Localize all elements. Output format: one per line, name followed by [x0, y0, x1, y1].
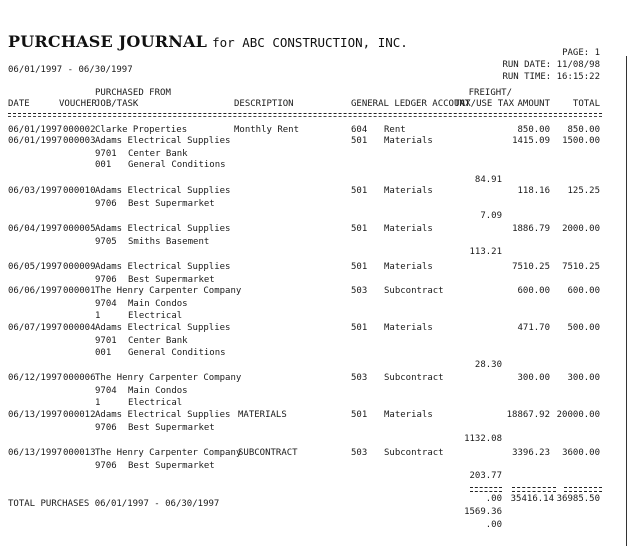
entry-task-name: General Conditions [128, 348, 226, 358]
entry-job-name: Best Supermarket [128, 199, 215, 209]
entry-total: 7510.25 [562, 262, 600, 272]
entry-description: SUBCONTRACT [238, 448, 298, 458]
entry-vendor: Adams Electrical Supplies [95, 224, 231, 234]
entry-gl-account: Materials [384, 410, 433, 420]
col-description: DESCRIPTION [234, 99, 294, 109]
entry-job-name: Best Supermarket [128, 423, 215, 433]
col-voucher: VOUCHER [59, 99, 97, 109]
totals-freight: .00 [485, 494, 502, 504]
entry-vendor: The Henry Carpenter Company [95, 448, 242, 458]
report-title-company: for ABC CONSTRUCTION, INC. [212, 35, 408, 50]
entry-vendor: Adams Electrical Supplies [95, 410, 231, 420]
entry-job-code: 9706 [95, 275, 117, 285]
entry-total: 850.00 [567, 125, 600, 135]
entry-job-name: Smiths Basement [128, 237, 210, 247]
entry-amount: 471.70 [517, 323, 550, 333]
entry-vendor: Adams Electrical Supplies [95, 186, 231, 196]
entry-amount: 1886.79 [512, 224, 550, 234]
entry-gl-number: 501 [351, 410, 368, 420]
entry-voucher: 000002 [63, 125, 96, 135]
entry-voucher: 000004 [63, 323, 96, 333]
entry-tax: 203.77 [469, 471, 502, 481]
entry-vendor: Adams Electrical Supplies [95, 262, 231, 272]
totals-amount: 35416.14 [510, 494, 554, 504]
entry-job-code: 9704 [95, 386, 117, 396]
entry-amount: 18867.92 [506, 410, 550, 420]
entry-date: 06/12/1997 [8, 373, 63, 383]
entry-amount: 118.16 [517, 186, 550, 196]
entry-voucher: 000001 [63, 286, 96, 296]
entry-total: 2000.00 [562, 224, 600, 234]
entry-gl-number: 501 [351, 186, 368, 196]
entry-voucher: 000013 [63, 448, 96, 458]
entry-date: 06/06/1997 [8, 286, 63, 296]
entry-total: 3600.00 [562, 448, 600, 458]
entry-voucher: 000005 [63, 224, 96, 234]
entry-task-code: 1 [95, 311, 101, 321]
col-total: TOTAL [572, 99, 600, 109]
entry-vendor: The Henry Carpenter Company [95, 373, 242, 383]
entry-task-code: 001 [95, 160, 112, 170]
entry-voucher: 000012 [63, 410, 96, 420]
entry-tax: 113.21 [469, 247, 502, 257]
entry-gl-number: 503 [351, 448, 368, 458]
entry-amount: 3396.23 [512, 448, 550, 458]
entry-job-code: 9706 [95, 461, 117, 471]
entry-description: Monthly Rent [234, 125, 300, 135]
page-edge-line [626, 56, 627, 546]
entry-job-code: 9706 [95, 423, 117, 433]
totals-label: TOTAL PURCHASES 06/01/1997 - 06/30/1997 [8, 499, 220, 509]
entry-gl-account: Subcontract [384, 286, 444, 296]
col-amount: AMOUNT [517, 99, 550, 109]
entry-total: 125.25 [567, 186, 600, 196]
entry-date: 06/13/1997 [8, 448, 63, 458]
report-title-main: PURCHASE JOURNAL [8, 32, 208, 51]
entry-job-code: 9705 [95, 237, 117, 247]
entry-tax: 1132.08 [464, 434, 502, 444]
entry-gl-account: Rent [384, 125, 406, 135]
entry-gl-number: 501 [351, 224, 368, 234]
entry-date: 06/05/1997 [8, 262, 63, 272]
entry-date: 06/07/1997 [8, 323, 63, 333]
entry-total: 300.00 [567, 373, 600, 383]
entry-task-code: 001 [95, 348, 112, 358]
report-date-range: 06/01/1997 - 06/30/1997 [8, 65, 133, 75]
entry-task-code: 1 [95, 398, 101, 408]
entry-gl-account: Materials [384, 262, 433, 272]
entry-total: 500.00 [567, 323, 600, 333]
entry-amount: 850.00 [517, 125, 550, 135]
entry-job-name: Main Condos [128, 299, 188, 309]
entry-date: 06/13/1997 [8, 410, 63, 420]
totals-use-tax: .00 [485, 520, 502, 530]
entry-gl-number: 604 [351, 125, 368, 135]
entry-voucher: 000003 [63, 136, 96, 146]
entry-job-code: 9701 [95, 149, 117, 159]
tax-total-underline [470, 487, 502, 492]
col-purchased-from: PURCHASED FROM [95, 88, 171, 98]
entry-job-name: Main Condos [128, 386, 188, 396]
entry-gl-account: Materials [384, 136, 433, 146]
grand-total-underline [564, 487, 602, 492]
entry-gl-number: 501 [351, 136, 368, 146]
col-date: DATE [8, 99, 30, 109]
entry-amount: 300.00 [517, 373, 550, 383]
entry-total: 1500.00 [562, 136, 600, 146]
entry-gl-number: 501 [351, 262, 368, 272]
entry-date: 06/01/1997 [8, 125, 63, 135]
col-tax: TAX/USE TAX [454, 99, 514, 109]
run-time: RUN TIME: 16:15:22 [502, 72, 600, 82]
entry-tax: 28.30 [474, 360, 502, 370]
entry-total: 600.00 [567, 286, 600, 296]
header-separator-2 [8, 116, 602, 117]
page-number: PAGE: 1 [562, 48, 600, 58]
entry-vendor: Clarke Properties [95, 125, 188, 135]
entry-job-name: Center Bank [128, 149, 188, 159]
entry-gl-number: 501 [351, 323, 368, 333]
entry-gl-account: Materials [384, 186, 433, 196]
entry-gl-account: Materials [384, 224, 433, 234]
entry-vendor: The Henry Carpenter Company [95, 286, 242, 296]
entry-date: 06/01/1997 [8, 136, 63, 146]
entry-voucher: 000009 [63, 262, 96, 272]
entry-amount: 600.00 [517, 286, 550, 296]
col-job-task: JOB/TASK [95, 99, 139, 109]
entry-job-code: 9701 [95, 336, 117, 346]
header-separator [8, 113, 602, 114]
entry-task-name: Electrical [128, 398, 183, 408]
entry-gl-account: Materials [384, 323, 433, 333]
entry-job-name: Best Supermarket [128, 461, 215, 471]
entry-amount: 1415.09 [512, 136, 550, 146]
entry-vendor: Adams Electrical Supplies [95, 136, 231, 146]
entry-vendor: Adams Electrical Supplies [95, 323, 231, 333]
run-date: RUN DATE: 11/08/98 [502, 60, 600, 70]
totals-grand-total: 36985.50 [556, 494, 600, 504]
amount-total-underline [512, 487, 556, 492]
entry-description: MATERIALS [238, 410, 287, 420]
entry-date: 06/04/1997 [8, 224, 63, 234]
report-title [8, 32, 408, 52]
entry-job-code: 9704 [95, 299, 117, 309]
entry-job-code: 9706 [95, 199, 117, 209]
entry-voucher: 000010 [63, 186, 96, 196]
col-freight: FREIGHT/ [468, 88, 512, 98]
totals-tax: 1569.36 [464, 507, 502, 517]
entry-voucher: 000006 [63, 373, 96, 383]
entry-date: 06/03/1997 [8, 186, 63, 196]
entry-job-name: Best Supermarket [128, 275, 215, 285]
col-gl-account: GENERAL LEDGER ACCOUNT [351, 99, 471, 109]
entry-task-name: Electrical [128, 311, 183, 321]
entry-amount: 7510.25 [512, 262, 550, 272]
entry-gl-account: Subcontract [384, 373, 444, 383]
entry-gl-account: Subcontract [384, 448, 444, 458]
entry-tax: 7.09 [480, 211, 502, 221]
entry-tax: 84.91 [474, 175, 502, 185]
entry-job-name: Center Bank [128, 336, 188, 346]
entry-gl-number: 503 [351, 286, 368, 296]
entry-gl-number: 503 [351, 373, 368, 383]
entry-task-name: General Conditions [128, 160, 226, 170]
entry-total: 20000.00 [556, 410, 600, 420]
